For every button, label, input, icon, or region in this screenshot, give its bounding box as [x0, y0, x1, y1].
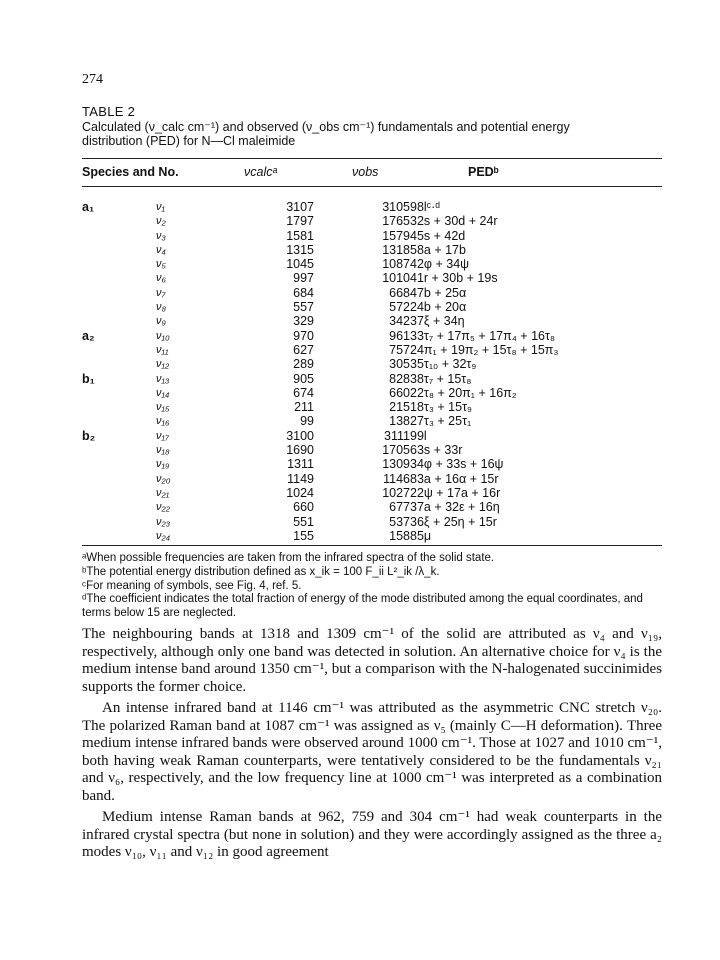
mode-number-cell: ν₅	[156, 258, 166, 271]
calc-frequency-cell: 970	[293, 328, 314, 343]
species-cell	[82, 443, 156, 457]
species-cell	[82, 300, 156, 314]
mode-number-cell: ν₁₉	[156, 458, 170, 471]
obs-frequency-cell: 158	[389, 528, 410, 543]
mode-number-cell: ν₁₄	[156, 386, 170, 399]
mode-number-cell: ν₁₅	[156, 401, 170, 414]
table-row	[82, 271, 662, 285]
obs-frequency-cell: 3105	[382, 200, 410, 214]
paragraph-1: The neighbouring bands at 1318 and 1309 cm⁻¹ of the solid are attributed as ν₄ and ν₁₉, respectively, although only one band was detected in solution. An alternative choice for ν₄ is the medium intense band around 1350 cm⁻¹, but a comparison with the N-halogenated succinimides supports the former choice.	[82, 626, 662, 695]
calc-frequency-cell: 3107	[286, 200, 314, 214]
mode-number-cell: ν₂₄	[156, 529, 171, 542]
species-cell	[82, 386, 156, 400]
obs-frequency-cell: 1765	[382, 214, 410, 229]
table-row	[82, 257, 662, 271]
obs-frequency-cell: 1146	[383, 471, 410, 486]
table-row	[82, 372, 662, 386]
calc-frequency-cell: 211	[294, 400, 314, 415]
mode-number-cell: ν₁₃	[156, 372, 170, 385]
table-row	[82, 329, 662, 343]
table-row	[82, 214, 662, 228]
obs-frequency-cell: 1010	[382, 271, 410, 286]
ped-cell: 24π₁ + 19π₂ + 15τ₈ + 15π₃	[410, 342, 559, 357]
table-row	[82, 472, 662, 486]
calc-frequency-cell: 1045	[286, 257, 314, 272]
table-caption-line-2: distribution (PED) for N—Cl maleimide	[82, 134, 296, 148]
calc-frequency-cell: 99	[300, 414, 314, 429]
ped-cell: 41r + 30b + 19s	[410, 271, 498, 286]
page-number: 274	[82, 72, 103, 87]
species-cell	[82, 357, 156, 371]
species-cell	[82, 486, 156, 500]
species-cell	[82, 414, 156, 428]
ped-cell: 36ξ + 25η + 15r	[410, 514, 497, 529]
obs-frequency-cell: 215	[389, 400, 410, 415]
ped-cell: 33τ₇ + 17π₅ + 17π₄ + 16τ₈	[410, 328, 556, 343]
calc-frequency-cell: 155	[293, 528, 314, 543]
obs-frequency-cell: 1027	[382, 485, 410, 500]
mode-number-cell: ν₉	[156, 315, 166, 328]
table-row	[82, 200, 662, 214]
species-cell	[82, 271, 156, 285]
table-row	[82, 243, 662, 257]
ped-cell: 42φ + 34ψ	[410, 257, 470, 272]
mode-number-cell: ν₄	[156, 243, 166, 256]
species-cell	[82, 400, 156, 414]
calc-frequency-cell: 557	[293, 300, 314, 315]
mode-number-cell: ν₂₂	[156, 501, 170, 514]
table-body	[82, 200, 662, 543]
table-footnotes	[82, 552, 662, 621]
header-ped: PEDᵇ	[468, 165, 499, 179]
footnote-b: ᵇThe potential energy distribution defined as x_ik = 100 F_ii L²_ik /λ_k.	[82, 565, 440, 578]
table-row	[82, 286, 662, 300]
species-cell: a₁	[82, 200, 95, 214]
species-cell	[82, 472, 156, 486]
species-cell	[82, 343, 156, 357]
obs-frequency-cell: 1087	[382, 257, 410, 272]
ped-cell: 58a + 17b	[410, 242, 466, 257]
table-row	[82, 500, 662, 514]
obs-frequency-cell: 828	[389, 371, 410, 386]
ped-cell: 35τ₁₀ + 32τ₉	[410, 357, 477, 372]
footnote-c: ᶜFor meaning of symbols, see Fig. 4, ref. 5.	[82, 579, 302, 592]
table-caption-line-1: Calculated (ν_calc cm⁻¹) and observed (ν_obs cm⁻¹) fundamentals and potential energy	[82, 120, 570, 134]
calc-frequency-cell: 684	[293, 285, 314, 300]
calc-frequency-cell: 660	[293, 500, 314, 515]
species-cell	[82, 500, 156, 514]
mode-number-cell: ν₁₇	[156, 429, 169, 442]
species-cell	[82, 314, 156, 328]
table-row	[82, 300, 662, 314]
obs-frequency-cell: 1318	[382, 242, 410, 257]
calc-frequency-cell: 905	[293, 371, 314, 386]
obs-frequency-cell: 660	[389, 385, 410, 400]
mode-number-cell: ν₂₁	[156, 486, 170, 499]
ped-cell: 32s + 30d + 24r	[410, 214, 498, 229]
table-row	[82, 314, 662, 328]
obs-frequency-cell: 537	[389, 514, 410, 529]
ped-cell: 63s + 33r	[410, 443, 463, 458]
footnote-d: ᵈThe coefficient indicates the total fraction of energy of the mode distributed among the equal coordinates, and terms below 15 are neglected.	[82, 593, 643, 620]
mode-number-cell: ν₂₃	[156, 515, 171, 528]
species-cell	[82, 229, 156, 243]
ped-cell: 18τ₃ + 15τ₉	[410, 400, 472, 415]
table-row	[82, 400, 662, 414]
ped-cell: 22ψ + 17a + 16r	[410, 485, 501, 500]
header-species: Species and No.	[82, 165, 179, 179]
mode-number-cell: ν₃	[156, 229, 166, 242]
table-row	[82, 515, 662, 529]
obs-frequency-cell: 342	[389, 314, 410, 329]
obs-frequency-cell: 757	[389, 342, 410, 357]
table-row	[82, 414, 662, 428]
species-cell	[82, 257, 156, 271]
species-cell	[82, 214, 156, 228]
mode-number-cell: ν₂₀	[156, 472, 171, 485]
header-obs: νobs	[352, 165, 379, 179]
calc-frequency-cell: 674	[293, 385, 314, 400]
obs-frequency-cell: 677	[389, 500, 410, 515]
table-top-rule	[82, 158, 662, 159]
table-row	[82, 443, 662, 457]
mode-number-cell: ν₁₂	[156, 358, 170, 371]
mode-number-cell: ν₁	[156, 201, 165, 213]
calc-frequency-cell: 3100	[286, 428, 314, 443]
species-cell	[82, 243, 156, 257]
species-cell	[82, 515, 156, 529]
species-cell	[82, 457, 156, 471]
body-text	[82, 626, 662, 866]
ped-cell: 99l	[410, 428, 427, 443]
paragraph-2: An intense infrared band at 1146 cm⁻¹ was attributed as the asymmetric CNC stretch ν₂₀. The polarized Raman band at 1087 cm⁻¹ was assigned as ν₅ (mainly C—H deformation). Three medium intense infrared bands were observed around 1000 cm⁻¹. Those at 1027 and 1010 cm⁻¹, both having weak Raman counterparts, were tentatively considered to be the fundamentals ν₂₁ and ν₆, respectively, and the low frequency line at 1000 cm⁻¹ was interpreted as a combination band.	[82, 700, 662, 804]
ped-cell: 34φ + 33s + 16ψ	[410, 457, 504, 472]
table-row	[82, 429, 662, 443]
obs-frequency-cell: 138	[389, 414, 410, 429]
calc-frequency-cell: 1149	[287, 471, 314, 486]
calc-frequency-cell: 1311	[287, 457, 314, 472]
species-cell	[82, 529, 156, 543]
calc-frequency-cell: 1024	[286, 485, 314, 500]
table-row	[82, 386, 662, 400]
ped-cell: 37ξ + 34η	[410, 314, 465, 329]
calc-frequency-cell: 997	[293, 271, 314, 286]
calc-frequency-cell: 1581	[286, 228, 314, 243]
table-row	[82, 529, 662, 543]
mode-number-cell: ν₁₆	[156, 415, 170, 428]
ped-cell: 47b + 25α	[410, 285, 467, 300]
mode-number-cell: ν₈	[156, 301, 167, 314]
footnote-a: ᵃWhen possible frequencies are taken from the infrared spectra of the solid state.	[82, 552, 495, 564]
calc-frequency-cell: 1690	[286, 443, 314, 458]
calc-frequency-cell: 329	[293, 314, 314, 329]
table-caption	[82, 120, 662, 148]
paragraph-3: Medium intense Raman bands at 962, 759 and 304 cm⁻¹ had weak counterparts in the infrared crystal spectra (but none in solution) and they were accordingly assigned as the three a₂ modes ν₁₀, ν₁₁ and ν₁₂ in good agreement	[82, 809, 662, 860]
calc-frequency-cell: 1315	[286, 242, 314, 257]
mode-number-cell: ν₁₈	[156, 444, 170, 457]
obs-frequency-cell: 572	[389, 300, 410, 315]
species-cell: b₂	[82, 428, 96, 443]
obs-frequency-cell: 1309	[382, 457, 410, 472]
mode-number-cell: ν₆	[156, 272, 166, 285]
obs-frequency-cell: 305	[389, 357, 410, 372]
table-row	[82, 486, 662, 500]
mode-number-cell: ν₂	[156, 215, 166, 228]
obs-frequency-cell: 1579	[382, 228, 410, 243]
mode-number-cell: ν₁₀	[156, 329, 170, 342]
ped-cell: 38τ₇ + 15τ₈	[410, 371, 472, 386]
obs-frequency-cell: 1705	[382, 443, 410, 458]
calc-frequency-cell: 627	[293, 342, 314, 357]
obs-frequency-cell: 3111	[384, 428, 410, 443]
calc-frequency-cell: 289	[293, 357, 314, 372]
table-bottom-rule	[82, 545, 662, 546]
mode-number-cell: ν₇	[156, 286, 166, 299]
species-cell	[82, 286, 156, 300]
ped-cell: 45s + 42d	[410, 228, 466, 243]
species-cell: b₁	[82, 371, 95, 386]
frequency-table	[82, 200, 662, 543]
ped-cell: 27τ₃ + 25τ₁	[410, 414, 472, 429]
table-row	[82, 343, 662, 357]
calc-frequency-cell: 1797	[286, 214, 314, 229]
table-row	[82, 357, 662, 371]
header-calc: νcalcᵃ	[244, 165, 277, 179]
ped-cell: 98lᶜ·ᵈ	[410, 200, 440, 214]
table-row	[82, 229, 662, 243]
obs-frequency-cell: 961	[389, 328, 410, 343]
ped-cell: 85μ	[410, 528, 432, 543]
mode-number-cell: ν₁₁	[156, 343, 169, 356]
calc-frequency-cell: 551	[293, 514, 314, 529]
obs-frequency-cell: 668	[389, 285, 410, 300]
ped-cell: 37a + 32ε + 16η	[410, 500, 500, 515]
table-header-rule	[82, 186, 662, 187]
species-cell: a₂	[82, 328, 95, 343]
ped-cell: 24b + 20α	[410, 300, 467, 315]
ped-cell: 83a + 16α + 15r	[410, 471, 499, 486]
table-label: TABLE 2	[82, 104, 136, 119]
ped-cell: 22τ₈ + 20π₁ + 16π₂	[410, 385, 517, 400]
table-row	[82, 457, 662, 471]
